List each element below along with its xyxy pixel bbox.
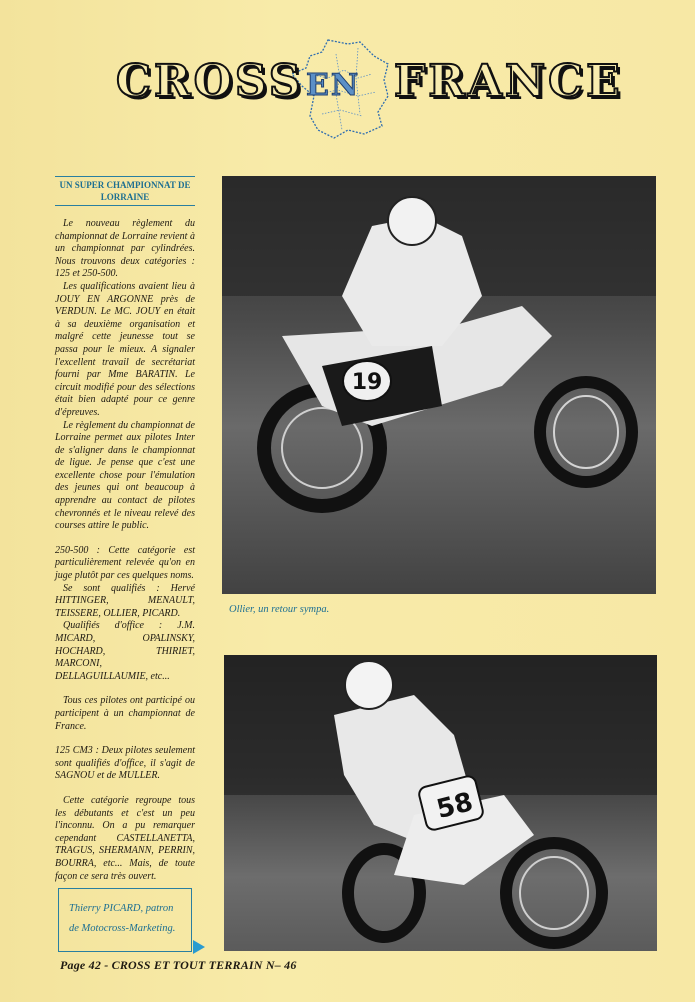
article-paragraph: Les qualifications avaient lieu à JOUY EN ARGONNE près de VERDUN. Le MC. JOUY en était à sa deuxième organisation et malgré cette jeunesse tout se passa pour le mieux. A signaler l'excellent travail de secrétariat fourni par Mme BARATIN. Le circuit modifié pour des sélections était bien adapté pour ce genre d'épreuves. [55, 280, 195, 418]
article-paragraph: Cette catégorie regroupe tous les débutants et c'est un peu l'inconnu. On a pu remarquer cependant CASTELLANETTA, TRAGUS, SHERMANN, PERRIN, BOURRA, etc... Mais, de toute façon ce sera très ouvert. [55, 794, 195, 882]
photo-rider-19-jump [222, 176, 656, 594]
race-number-58: 58 [433, 787, 477, 826]
article-paragraph: Se sont qualifiés : Hervé HITTINGER, MENAULT, TEISSERE, OLLIER, PICARD. [55, 582, 195, 619]
author-caption-box [58, 888, 192, 952]
article-paragraph: Qualifiés d'office : J.M. MICARD, OPALINSKY, HOCHARD, THIRIET, MARCONI, DELLAGUILLAUMIE, etc... [55, 620, 195, 682]
section-heading: UN SUPER CHAMPIONNAT DE LORRAINE [55, 176, 195, 206]
title-word-en: EN [306, 68, 361, 103]
title-word-cross: CROSS [116, 56, 304, 107]
article-paragraph: Tous ces pilotes ont participé ou participent à un championnat de France. [55, 695, 195, 732]
article-column [55, 176, 195, 883]
article-paragraph: Le nouveau règlement du championnat de Lorraine revient à un championnat par cylindrées. Nous trouvons deux catégories : 125 et 250-500. [55, 218, 195, 280]
article-paragraph: 125 CM3 : Deux pilotes seulement sont qualifiés d'office, il s'agit de SAGNOU et de MULLER. [55, 745, 195, 782]
article-paragraph: Le règlement du championnat de Lorraine permet aux pilotes Inter de s'aligner dans le championnat de ligue. Je pense que c'est une excellente chose pour l'émulation des jeunes qui ont beaucoup à apprendre au contact de pilotes chevronnés et le niveau relevé des courses attire le public. [55, 419, 195, 532]
page-footer: Page 42 - CROSS ET TOUT TERRAIN N– 46 [60, 958, 297, 972]
page-title [112, 34, 623, 144]
race-number-19: 19 [351, 370, 383, 395]
article-paragraph: 250-500 : Cette catégorie est particulièrement relevée qu'on en juge plutôt par ces quelques noms. [55, 544, 195, 582]
title-word-france: FRANCE [394, 56, 623, 107]
author-caption-line: de Motocross-Marketing. [69, 923, 176, 934]
arrow-right-icon [193, 940, 205, 954]
author-caption-line: Thierry PICARD, patron [69, 903, 174, 914]
photo-rider-58-cornering [224, 655, 657, 951]
photo-caption: Ollier, un retour sympa. [229, 604, 330, 615]
